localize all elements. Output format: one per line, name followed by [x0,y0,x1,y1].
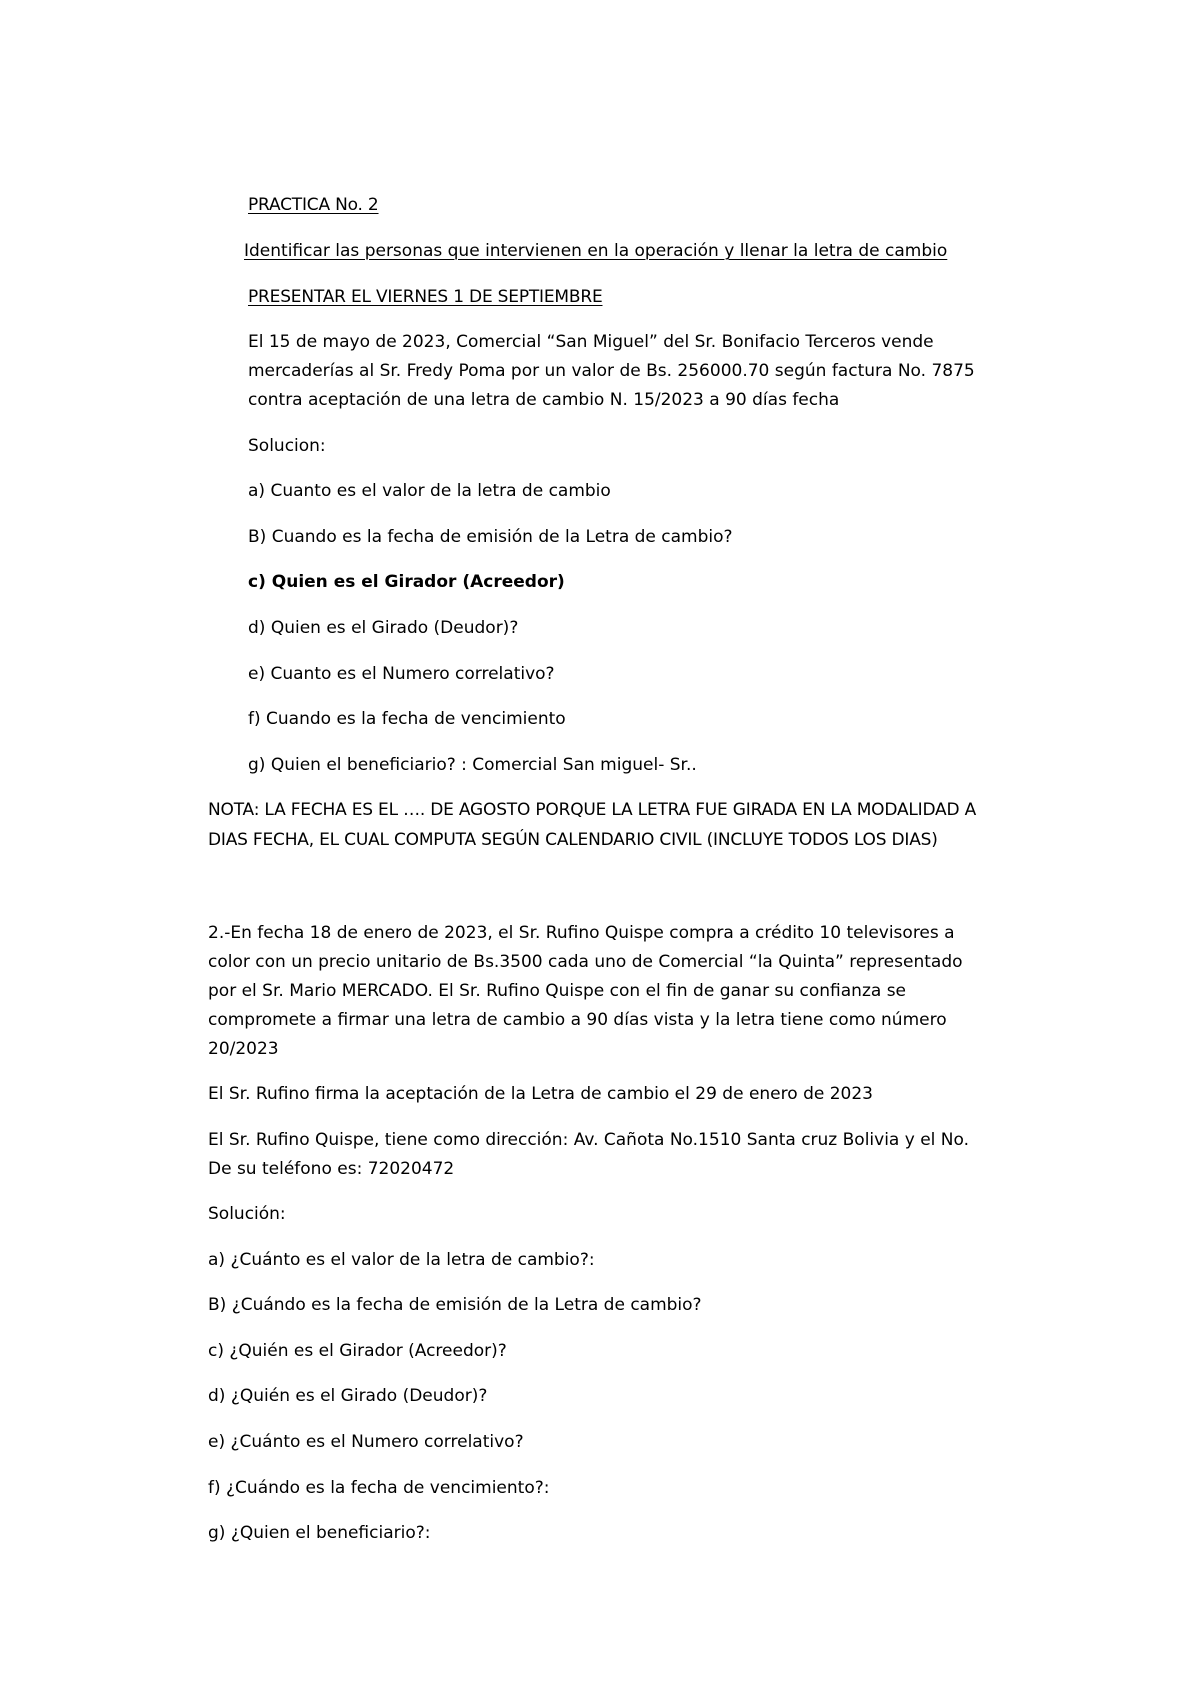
exercise2-paragraph-line: 20/2023 [208,1039,279,1059]
exercise1-solution-label: Solucion: [248,436,326,456]
exercise1-question: a) Cuanto es el valor de la letra de cambio [248,481,611,501]
exercise1-paragraph-line: mercaderías al Sr. Fredy Poma por un valor de Bs. 256000.70 según factura No. 7875 [248,361,975,381]
practice-deadline: PRESENTAR EL VIERNES 1 DE SEPTIEMBRE [248,287,603,307]
exercise2-question: f) ¿Cuándo es la fecha de vencimiento?: [208,1478,550,1498]
practice-instruction: Identificar las personas que intervienen en la operación y llenar la letra de cambio [244,241,948,261]
exercise1-question: e) Cuanto es el Numero correlativo? [248,664,555,684]
exercise2-address-line: El Sr. Rufino Quispe, tiene como dirección: Av. Cañota No.1510 Santa cruz Bolivia y el No. [208,1130,970,1150]
exercise2-address-line: De su teléfono es: 72020472 [208,1159,455,1179]
exercise1-question: g) Quien el beneficiario? : Comercial San miguel- Sr.. [248,755,697,775]
exercise1-question: c) Quien es el Girador (Acreedor) [248,572,565,592]
exercise1-note-line: NOTA: LA FECHA ES EL …. DE AGOSTO PORQUE LA LETRA FUE GIRADA EN LA MODALIDAD A [208,800,977,820]
exercise2-paragraph-line: color con un precio unitario de Bs.3500 cada uno de Comercial “la Quinta” representado [208,952,963,972]
exercise1-paragraph-line: contra aceptación de una letra de cambio N. 15/2023 a 90 días fecha [248,390,840,410]
exercise1-question: d) Quien es el Girado (Deudor)? [248,618,519,638]
exercise1-question: B) Cuando es la fecha de emisión de la Letra de cambio? [248,527,733,547]
exercise2-paragraph-line: compromete a firmar una letra de cambio a 90 días vista y la letra tiene como número [208,1010,947,1030]
exercise2-question: g) ¿Quien el beneficiario?: [208,1523,431,1543]
exercise2-question: c) ¿Quién es el Girador (Acreedor)? [208,1341,507,1361]
exercise2-question: e) ¿Cuánto es el Numero correlativo? [208,1432,524,1452]
exercise2-paragraph-line: 2.-En fecha 18 de enero de 2023, el Sr. Rufino Quispe compra a crédito 10 televisores a [208,923,955,943]
exercise2-question: B) ¿Cuándo es la fecha de emisión de la Letra de cambio? [208,1295,702,1315]
exercise1-paragraph-line: El 15 de mayo de 2023, Comercial “San Miguel” del Sr. Bonifacio Terceros vende [248,332,934,352]
exercise2-paragraph-line: por el Sr. Mario MERCADO. El Sr. Rufino Quispe con el fin de ganar su confianza se [208,981,907,1001]
exercise2-acceptance: El Sr. Rufino firma la aceptación de la Letra de cambio el 29 de enero de 2023 [208,1084,873,1104]
exercise2-question: a) ¿Cuánto es el valor de la letra de cambio?: [208,1250,595,1270]
practice-title: PRACTICA No. 2 [248,195,379,215]
exercise2-solution-label: Solución: [208,1204,286,1224]
exercise2-question: d) ¿Quién es el Girado (Deudor)? [208,1386,488,1406]
exercise1-question: f) Cuando es la fecha de vencimiento [248,709,566,729]
exercise1-note-line: DIAS FECHA, EL CUAL COMPUTA SEGÚN CALENDARIO CIVIL (INCLUYE TODOS LOS DIAS) [208,830,938,850]
